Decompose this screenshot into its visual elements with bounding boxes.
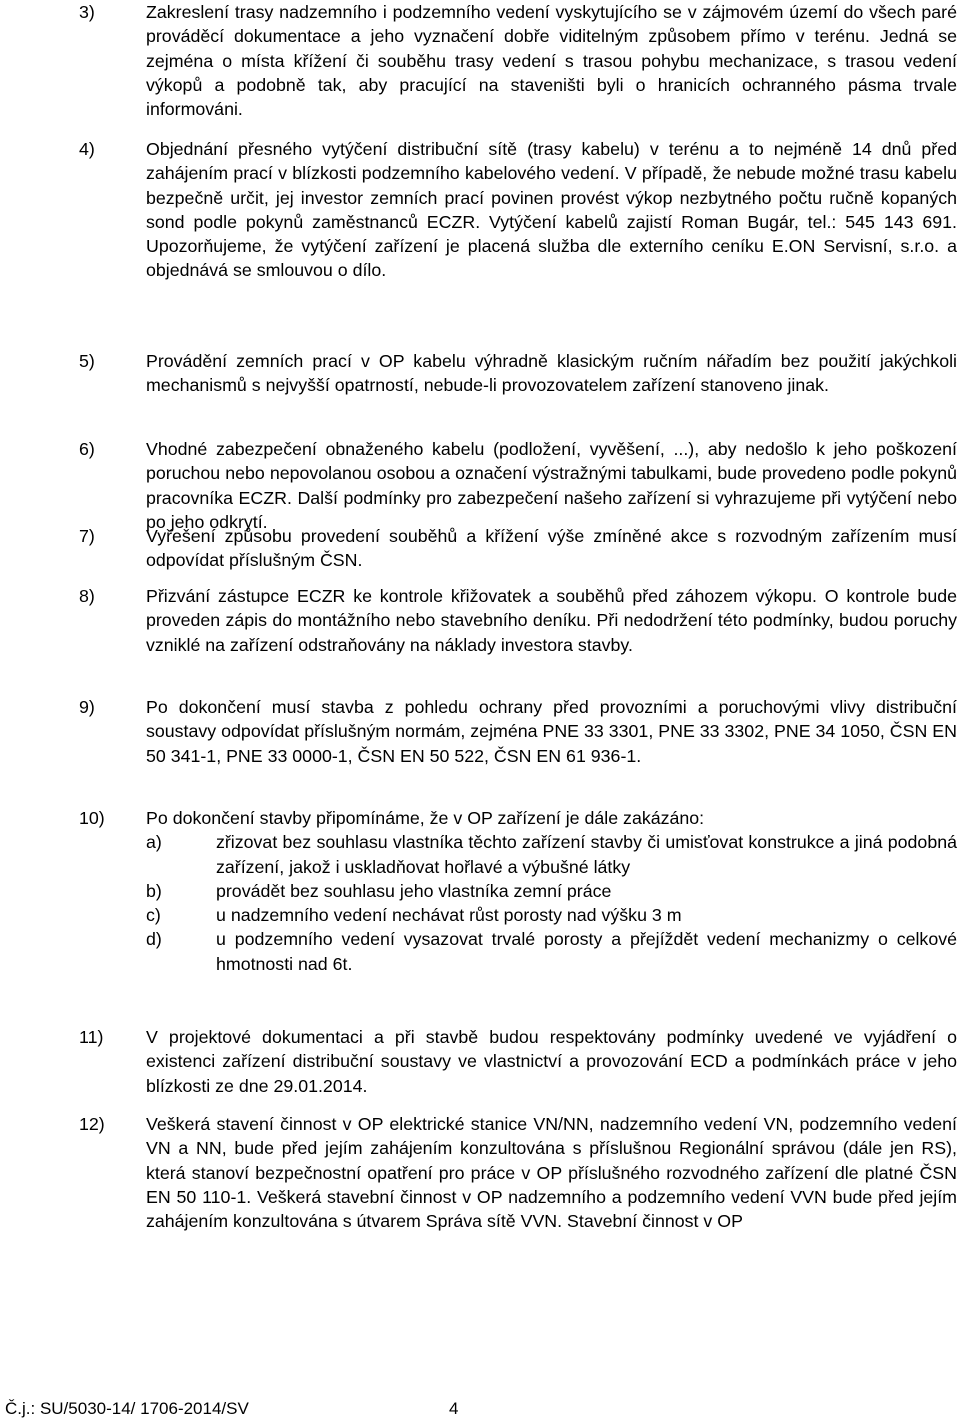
- item-text: Po dokončení stavby připomínáme, že v OP zařízení je dále zakázáno:: [146, 808, 705, 828]
- item-number: 5): [79, 351, 95, 371]
- sub-item-label: a): [146, 832, 162, 853]
- list-item-11: [0, 1025, 960, 1098]
- item-text: Po dokončení musí stavba z pohledu ochrany před provozními a poruchovými vlivy distribuční soustavy odpovídat příslušným normám, zejména PNE 33 3301, PNE 33 3302, PNE 34 1050, ČSN EN 50 341-1, PNE 33 0000-1, ČSN EN 50 522, ČSN EN 61 936-1.: [146, 697, 957, 766]
- list-item-8: [0, 584, 960, 657]
- sub-item-label: c): [146, 905, 161, 926]
- sub-item-a: [146, 830, 957, 879]
- item-text: Vyřešení způsobu provedení souběhů a křížení výše zmíněné akce s rozvodným zařízením musí odpovídat příslušným ČSN.: [146, 526, 957, 571]
- sub-item-label: b): [146, 880, 162, 901]
- item-text: Objednání přesného vytýčení distribuční sítě (trasy kabelu) v terénu a to nejméně 14 dnů před zahájením prací v blízkosti podzemního kabelového vedení. V případě, že nebude možné trasu kabelu bezpečně určit, jej investor zemních prací povinen provést výkop nezbytného počtu ručně kopaných sond podle pokynů zaměstnanců ECZR. Vytýčení kabelů zajistí Roman Bugár, tel.: 545 143 691. Upozorňujeme, že vytýčení zařízení je placená služba dle externího ceníku E.ON Servisní, s.r.o. a objednává se smlouvou o dílo.: [146, 139, 957, 281]
- item-text: Vhodné zabezpečení obnaženého kabelu (podložení, vyvěšení, ...), aby nedošlo k jeho poškození poruchou nebo nepovolanou osobou a označení výstražnými tabulkami, bude provedeno podle pokynů pracovníka ECZR. Další podmínky pro zabezpečení našeho zařízení si vyhrazujeme při vytýčení nebo po jeho odkrytí.: [146, 439, 957, 532]
- list-item-5: [0, 349, 960, 398]
- list-item-4: [0, 137, 960, 283]
- item-number: 11): [79, 1027, 104, 1047]
- list-item-12: [0, 1112, 960, 1233]
- sub-item-text: zřizovat bez souhlasu vlastníka těchto zařízení stavby či umisťovat konstrukce a jiná podobná zařízení, jakož i uskladňovat hořlavé a výbušné látky: [216, 832, 957, 877]
- item-text: Zakreslení trasy nadzemního i podzemního vedení vyskytujícího se v zájmovém území do všech paré prováděcí dokumentace a jeho vyznačení dobře viditelným způsobem přímo v terénu. Jedná se zejména o místa křížení či souběhu trasy vedení s trasou pohybu mechanizace, s trasou vedení výkopů a podobně tak, aby pracující na staveništi byli o hranicích ochranného pásma trvale informováni.: [146, 2, 957, 120]
- list-item-3: [0, 0, 960, 121]
- sub-item-b: [146, 879, 957, 903]
- item-number: 3): [79, 2, 95, 22]
- item-number: 8): [79, 586, 95, 606]
- sub-item-text: provádět bez souhlasu jeho vlastníka zemní práce: [216, 880, 612, 901]
- item-number: 10): [79, 808, 105, 828]
- item-text: Přizvání zástupce ECZR ke kontrole křižovatek a souběhů před záhozem výkopu. O kontrole bude proveden zápis do montážního nebo stavebního deníku. Při nedodržení této podmínky, budou poruchy vzniklé na zařízení odstraňovány na náklady investora stavby.: [146, 586, 957, 655]
- page-number: 4: [449, 1399, 459, 1418]
- sub-item-d: [146, 927, 957, 976]
- item-text: Provádění zemních prací v OP kabelu výhradně klasickým ručním nářadím bez použití jakýchkoli mechanismů s nejvyšší opatrností, nebude-li provozovatelem zařízení stanoveno jinak.: [146, 351, 957, 396]
- list-item-6: [0, 437, 960, 534]
- sub-item-text: u nadzemního vedení nechávat růst porosty nad výšku 3 m: [216, 905, 682, 926]
- item-number: 6): [79, 439, 95, 459]
- item-text: Veškerá stavení činnost v OP elektrické stanice VN/NN, nadzemního vedení VN, podzemního vedení VN a NN, bude před jejím zahájením konzultována s příslušnou Regionální správou (dále jen RS), která stanoví bezpečnostní opatření pro práce v OP příslušného rozvodného zařízení dle platné ČSN EN 50 110-1. Veškerá stavební činnost v OP nadzemního a podzemního vedení VVN bude před jejím zahájením konzultována s útvarem Správa sítě VVN. Stavební činnost v OP: [146, 1114, 957, 1232]
- list-item-9: [0, 695, 960, 768]
- item-text: V projektové dokumentaci a při stavbě budou respektovány podmínky uvedené ve vyjádření o existenci zařízení distribuční soustavy ve vlastnictví a provozování ECD a podmínkách práce v jeho blízkosti ze dne 29.01.2014.: [146, 1027, 957, 1096]
- item-number: 4): [79, 139, 95, 159]
- item-number: 9): [79, 697, 95, 717]
- sub-item-text: u podzemního vedení vysazovat trvalé porosty a přejíždět vedení mechanizmy o celkové hmotnosti nad 6t.: [216, 929, 957, 974]
- list-item-7: [0, 524, 960, 573]
- list-item-10: [0, 806, 960, 976]
- item-number: 12): [79, 1114, 105, 1134]
- item-number: 7): [79, 526, 95, 546]
- sub-item-c: [146, 903, 957, 927]
- document-reference: Č.j.: SU/5030-14/ 1706-2014/SV: [5, 1399, 249, 1418]
- sub-item-label: d): [146, 929, 162, 950]
